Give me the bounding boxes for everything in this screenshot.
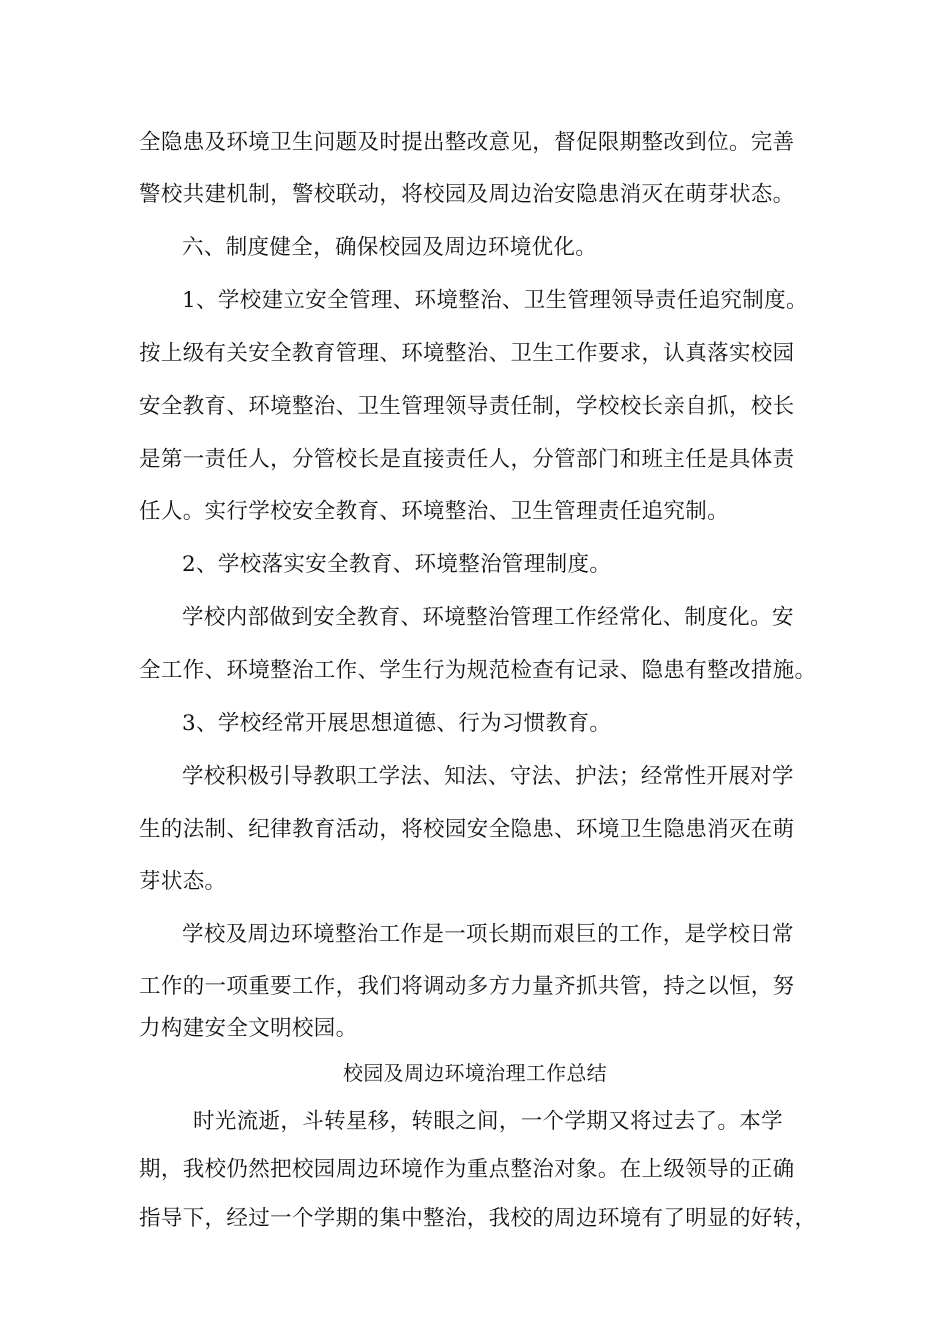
paragraph-line: 学校积极引导教职工学法、知法、守法、护法；经常性开展对学 — [182, 764, 794, 789]
paragraph-line: 全隐患及环境卫生问题及时提出整改意见，督促限期整改到位。完善 — [139, 130, 795, 155]
section-heading: 六、制度健全，确保校园及周边环境优化。 — [182, 235, 598, 260]
document-title: 校园及周边环境治理工作总结 — [343, 1061, 607, 1085]
paragraph-line: 指导下，经过一个学期的集中整治，我校的周边环境有了明显的好转， — [139, 1206, 817, 1231]
paragraph-line: 芽状态。 — [139, 869, 227, 894]
paragraph-line: 安全教育、环境整治、卫生管理领导责任制，学校校长亲自抓，校长 — [139, 394, 795, 419]
paragraph-line: 时光流逝，斗转星移，转眼之间，一个学期又将过去了。本学 — [193, 1109, 783, 1134]
subsection-heading: 2、学校落实安全教育、环境整治管理制度。 — [182, 552, 612, 577]
paragraph-line: 力构建安全文明校园。 — [139, 1016, 358, 1041]
subsection-heading: 3、学校经常开展思想道德、行为习惯教育。 — [182, 711, 612, 736]
paragraph-line: 工作的一项重要工作，我们将调动多方力量齐抓共管，持之以恒，努 — [139, 974, 795, 999]
paragraph-line: 期，我校仍然把校园周边环境作为重点整治对象。在上级领导的正确 — [139, 1157, 795, 1182]
paragraph-line: 任人。实行学校安全教育、环境整治、卫生管理责任追究制。 — [139, 499, 729, 524]
paragraph-line: 生的法制、纪律教育活动，将校园安全隐患、环境卫生隐患消灭在萌 — [139, 817, 795, 842]
paragraph-line: 学校及周边环境整治工作是一项长期而艰巨的工作，是学校日常 — [182, 922, 794, 947]
paragraph-line: 全工作、环境整治工作、学生行为规范检查有记录、隐患有整改措施。 — [139, 658, 817, 683]
paragraph-line: 学校内部做到安全教育、环境整治管理工作经常化、制度化。安 — [182, 605, 794, 630]
subsection-heading: 1、学校建立安全管理、环境整治、卫生管理领导责任追究制度。 — [182, 288, 808, 313]
paragraph-line: 警校共建机制，警校联动，将校园及周边治安隐患消灭在萌芽状态。 — [139, 182, 795, 207]
paragraph-line: 按上级有关安全教育管理、环境整治、卫生工作要求，认真落实校园 — [139, 341, 795, 366]
paragraph-line: 是第一责任人，分管校长是直接责任人，分管部门和班主任是具体责 — [139, 447, 795, 472]
